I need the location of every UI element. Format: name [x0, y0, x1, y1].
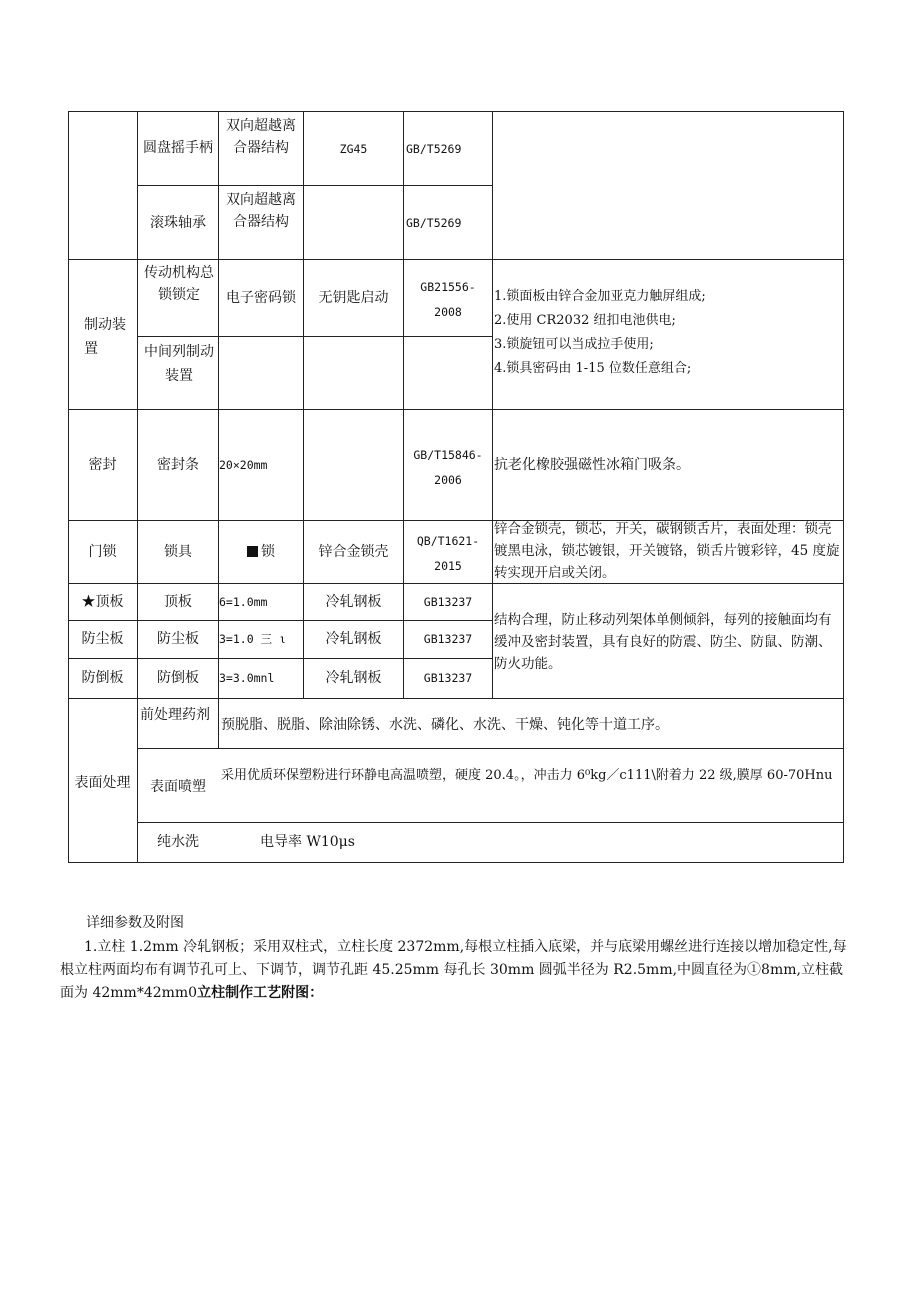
brake-spec1: 电子密码锁 [226, 290, 296, 306]
top-material: 冷轧钢板 [325, 594, 382, 610]
top-category: ★顶板 [81, 594, 124, 610]
seal-category: 密封 [88, 457, 117, 473]
anti-category: 防倒板 [81, 670, 124, 686]
lock-standard: QB/T1621-2015 [416, 534, 480, 573]
seal-part: 密封条 [157, 457, 199, 473]
dust-material: 冷轧钢板 [325, 631, 382, 647]
lock-category: 门锁 [88, 544, 117, 560]
brake-part2: 中间列制动装置 [144, 344, 214, 384]
row-divider [137, 336, 493, 337]
lock-spec [219, 541, 303, 563]
surface-spray-desc: 采用优质环保塑粉进行环静电高温喷塑，硬度 20.4。，冲击力 6⁰kg／c111\附着力 22 级,膜厚 60-70Hnu [221, 768, 833, 783]
col-divider [492, 111, 493, 699]
surface-pre-desc: 预脱脂、脱脂、除油除锈、水洗、磷化、水洗、干燥、钝化等十道工序。 [221, 717, 669, 733]
row-divider [68, 698, 844, 699]
brake-category: 制动装置 [84, 317, 126, 357]
brake-material1: 无钥匙启动 [318, 290, 389, 306]
anti-material: 冷轧钢板 [325, 670, 382, 686]
row-divider [68, 658, 493, 659]
handle-material: ZG45 [339, 142, 368, 156]
bearing-standard: GB/T5269 [406, 216, 462, 230]
top-standard: GB13237 [423, 595, 473, 609]
top-spec: 6=1.0mm [219, 595, 268, 609]
row-divider [68, 259, 844, 260]
table-border-right [843, 111, 844, 863]
brake-standard1: GB21556-2008 [420, 280, 476, 319]
top-part: 顶板 [164, 594, 192, 610]
panel-description: 结构合理，防止移动列架体单侧倾斜，每列的接触面均有缓冲及密封装置，具有良好的防震、防尘、防鼠、防潮、防火功能。 [494, 612, 832, 672]
handle-standard: GB/T5269 [406, 142, 462, 156]
details-paragraph-text: 1.立柱 1.2mm 冷轧钢板；采用双柱式，立柱长度 2372mm,每根立柱插入底梁，并与底梁用螺丝进行连接以增加稳定性,每根立柱两面均布有调节孔可上、下调节，调节孔距 45.25mm 每孔长 30mm 圆弧半径为 R2.5mm,中圆直径为①8mm,立柱截面为 42mm*42mm0 [60, 939, 847, 1001]
dust-part: 防尘板 [157, 631, 199, 647]
brake-desc-line: 2.使用 CR2032 纽扣电池供电; [494, 313, 676, 328]
table-border-bottom [68, 862, 844, 863]
details-paragraph [60, 936, 850, 1005]
row-divider [137, 185, 493, 186]
details-heading: 详细参数及附图 [86, 915, 184, 931]
row-divider [68, 620, 493, 621]
bearing-part: 滚珠轴承 [150, 215, 206, 231]
row-divider [137, 748, 844, 749]
brake-desc-line: 4.锁具密码由 1-15 位数任意组合; [494, 361, 692, 376]
brake-description [494, 285, 842, 381]
brake-part1: 传动机构总锁锁定 [144, 265, 214, 303]
surface-spray-label: 表面喷塑 [150, 779, 206, 795]
lock-part: 锁具 [164, 544, 192, 560]
black-square-icon [247, 546, 258, 557]
seal-spec: 20×20mm [219, 458, 268, 472]
brake-desc-line: 1.锁面板由锌合金加亚克力触屏组成; [494, 289, 706, 304]
surface-water-label: 纯水洗 [157, 834, 199, 850]
anti-spec: 3=3.0mnl [219, 671, 275, 685]
lock-material: 锌合金锁壳 [318, 544, 389, 560]
anti-part: 防倒板 [157, 670, 199, 686]
table-border-top [68, 111, 844, 112]
dust-category: 防尘板 [81, 631, 124, 647]
table-border-left [68, 111, 69, 863]
bearing-structure: 双向超越离合器结构 [226, 192, 296, 230]
lock-spec-text: 锁 [261, 544, 275, 560]
dust-standard: GB13237 [423, 632, 473, 646]
handle-part: 圆盘摇手柄 [143, 140, 213, 156]
surface-water-desc: 电导率 W10μs [260, 834, 355, 850]
row-divider [68, 409, 844, 410]
lock-description: 锌合金锁壳，锁芯，开关，碳钢锁舌片，表面处理：锁壳镀黑电泳，锁芯镀银，开关镀铬，锁舌片镀彩锌，45 度旋转实现开启或关闭。 [494, 521, 840, 581]
details-paragraph-bold: 立柱制作工艺附图： [197, 985, 324, 1001]
brake-desc-line: 3.锁旋钮可以当成拉手使用; [494, 337, 654, 352]
surface-category: 表面处理 [74, 775, 131, 791]
seal-description: 抗老化橡胶强磁性冰箱门吸条。 [494, 457, 690, 473]
dust-spec: 3=1.0 三 ι [219, 632, 286, 646]
col-divider [218, 111, 219, 749]
surface-pre-label: 前处理药剂 [140, 707, 210, 723]
row-divider [137, 822, 844, 823]
seal-standard: GB/T15846-2006 [413, 448, 483, 487]
anti-standard: GB13237 [423, 671, 473, 685]
handle-structure: 双向超越离合器结构 [226, 118, 296, 156]
